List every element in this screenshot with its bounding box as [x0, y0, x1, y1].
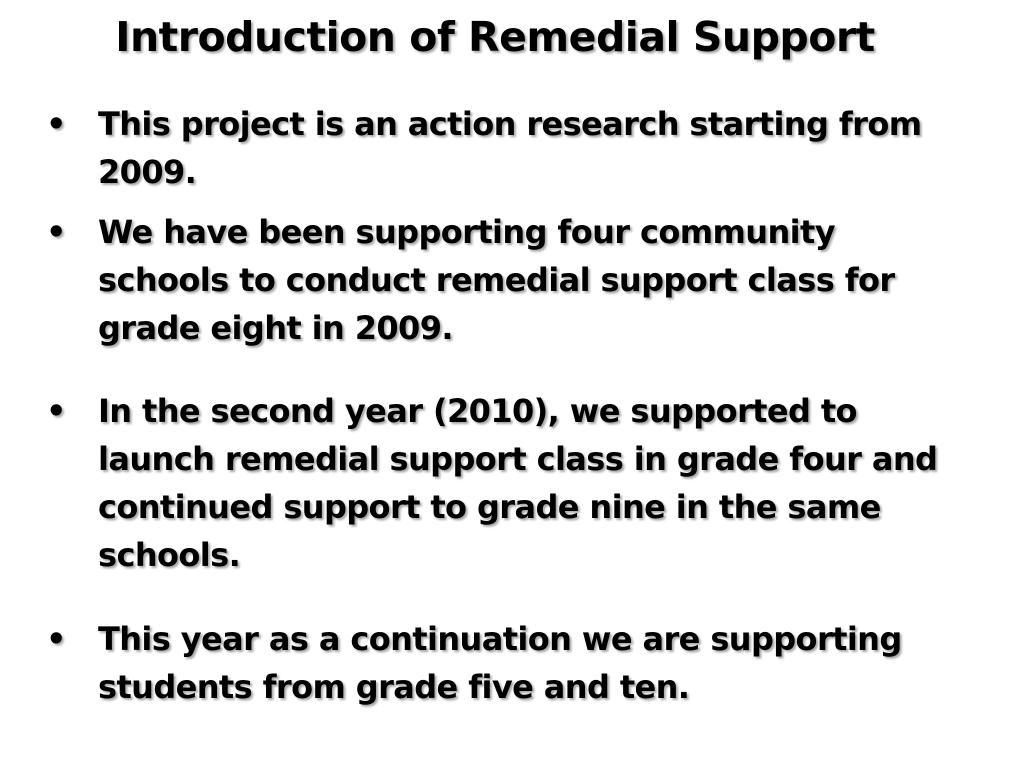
- bullet-item: [46, 208, 966, 352]
- bullet-item: [46, 387, 966, 579]
- slide-title: Introduction of Remedial Support: [115, 13, 875, 61]
- bullet-item: [46, 100, 966, 196]
- bullet-text: In the second year (2010), we supported to launch remedial support class in grade four and continued support to grade nine in the same schools.: [98, 392, 938, 574]
- bullet-dot-icon: •: [46, 392, 66, 430]
- bullet-text: We have been supporting four community schools to conduct remedial support class for grade eight in 2009.: [98, 213, 895, 347]
- bullet-dot-icon: •: [46, 620, 66, 658]
- bullet-item: [46, 615, 966, 711]
- bullet-dot-icon: •: [46, 105, 66, 143]
- bullet-dot-icon: •: [46, 213, 66, 251]
- bullet-text: This project is an action research starting from 2009.: [98, 105, 922, 191]
- bullet-text: This year as a continuation we are supporting students from grade five and ten.: [98, 620, 902, 706]
